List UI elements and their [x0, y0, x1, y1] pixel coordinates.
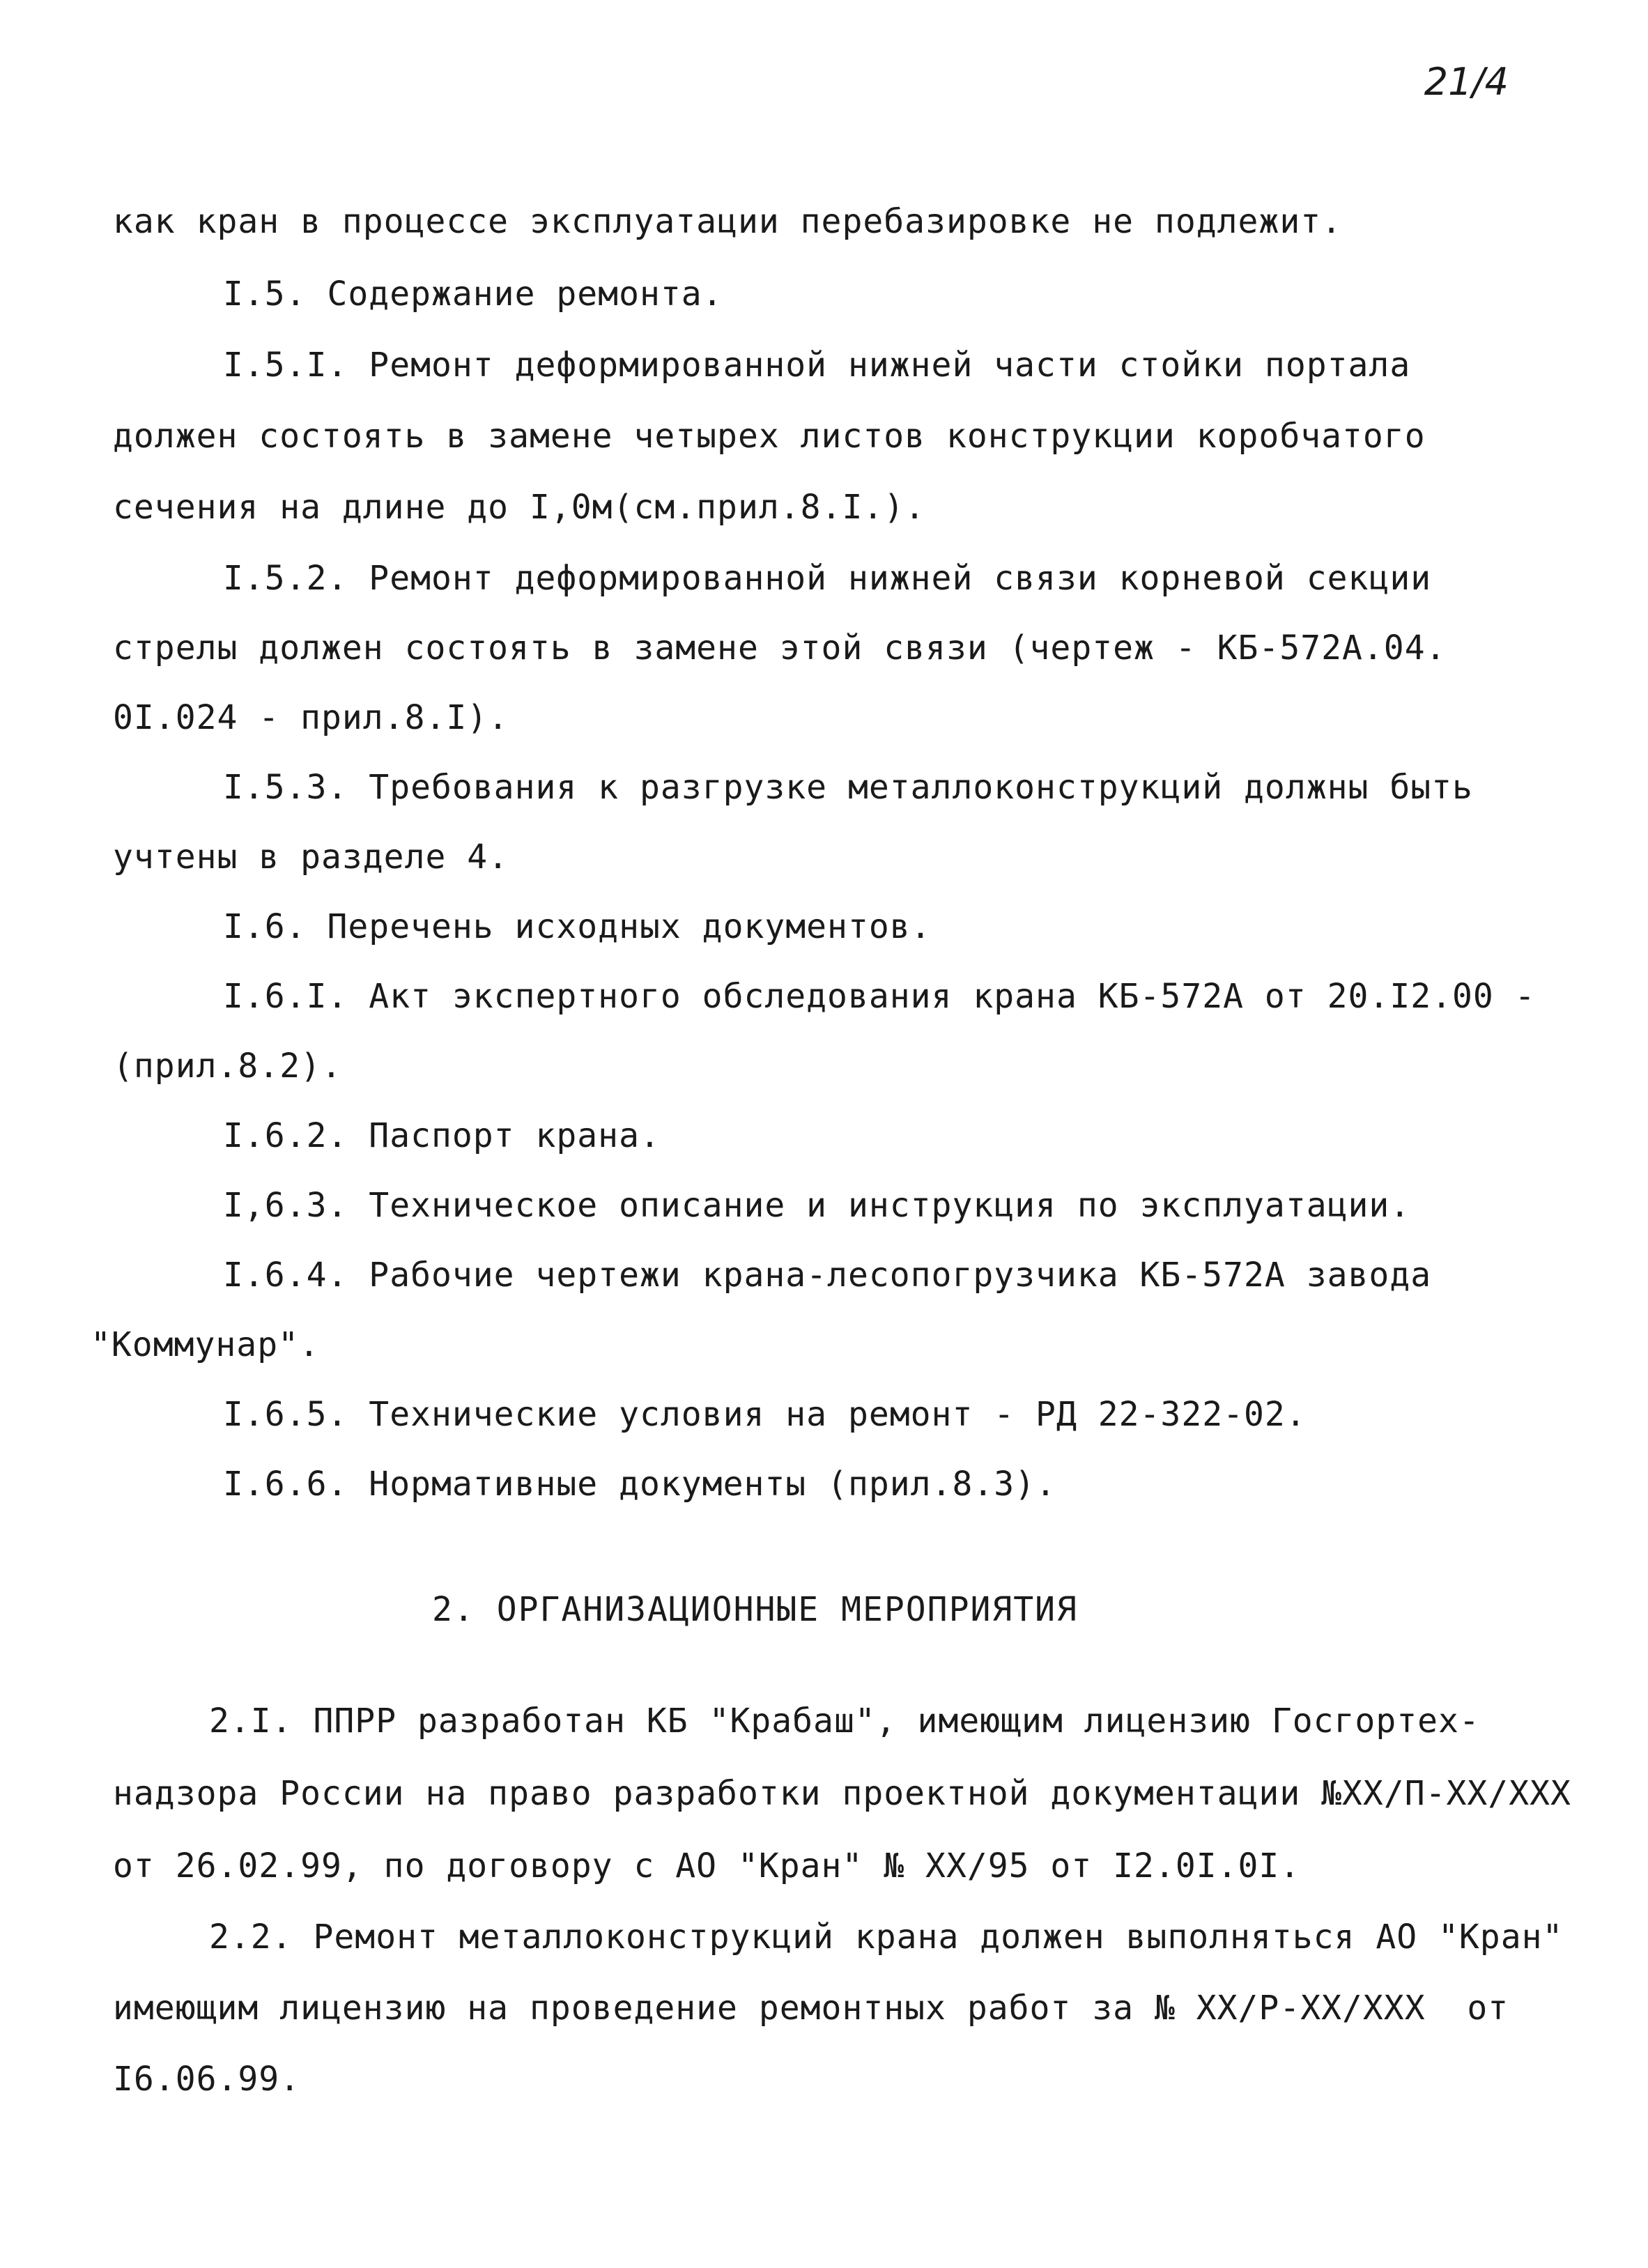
text-line: учтены в разделе 4. [113, 838, 509, 877]
text-line: I.6.5. Технические условия на ремонт - РД 22-322-02. [223, 1395, 1307, 1434]
text-line: от 26.02.99, по договору с АО "Кран" № ХХ/95 от I2.0I.0I. [113, 1846, 1301, 1885]
text-line: I.5.3. Требования к разгрузке металлоконструкций должны быть [223, 768, 1473, 807]
text-line: как кран в процессе эксплуатации перебазировке не подлежит. [113, 202, 1343, 241]
text-line: I.6.6. Нормативные документы (прил.8.3). [223, 1465, 1056, 1504]
section-title: I.5. Содержание ремонта. [223, 275, 723, 314]
chapter-heading: 2. ОРГАНИЗАЦИОННЫЕ МЕРОПРИЯТИЯ [432, 1590, 1078, 1629]
text-line: (прил.8.2). [113, 1047, 342, 1086]
text-line: сечения на длине до I,0м(см.прил.8.I.). [113, 488, 926, 527]
text-line: I6.06.99. [113, 2060, 301, 2099]
section-title: I.6. Перечень исходных документов. [223, 907, 932, 946]
text-line: I.6.4. Рабочие чертежи крана-лесопогрузчика КБ-572А завода [223, 1256, 1432, 1295]
text-line: 2.2. Ремонт металлоконструкций крана должен выполняться АО "Кран" [209, 1918, 1564, 1957]
text-line: I,6.3. Техническое описание и инструкция по эксплуатации. [223, 1186, 1411, 1225]
text-line: должен состоять в замене четырех листов конструкции коробчатого [113, 417, 1426, 456]
text-line: I.5.2. Ремонт деформированной нижней связи корневой секции [223, 559, 1432, 598]
page-number: 21/4 [1424, 60, 1509, 104]
text-line: I.5.I. Ремонт деформированной нижней части стойки портала [223, 346, 1411, 385]
text-line: "Коммунар". [91, 1325, 320, 1364]
text-line: стрелы должен состоять в замене этой связи (чертеж - КБ-572А.04. [113, 628, 1447, 668]
text-line: имеющим лицензию на проведение ремонтных работ за № ХХ/Р-ХХ/ХХХ от [113, 1989, 1509, 2028]
text-line: I.6.2. Паспорт крана. [223, 1116, 661, 1155]
text-line: 0I.024 - прил.8.I). [113, 698, 509, 737]
text-line: I.6.I. Акт экспертного обследования крана КБ-572А от 20.I2.00 - [223, 977, 1536, 1016]
text-line: 2.I. ППРР разработан КБ "Крабаш", имеющим лицензию Госгортех- [209, 1702, 1480, 1741]
text-line: надзора России на право разработки проектной документации №ХХ/П-ХХ/ХХХ [113, 1774, 1571, 1813]
